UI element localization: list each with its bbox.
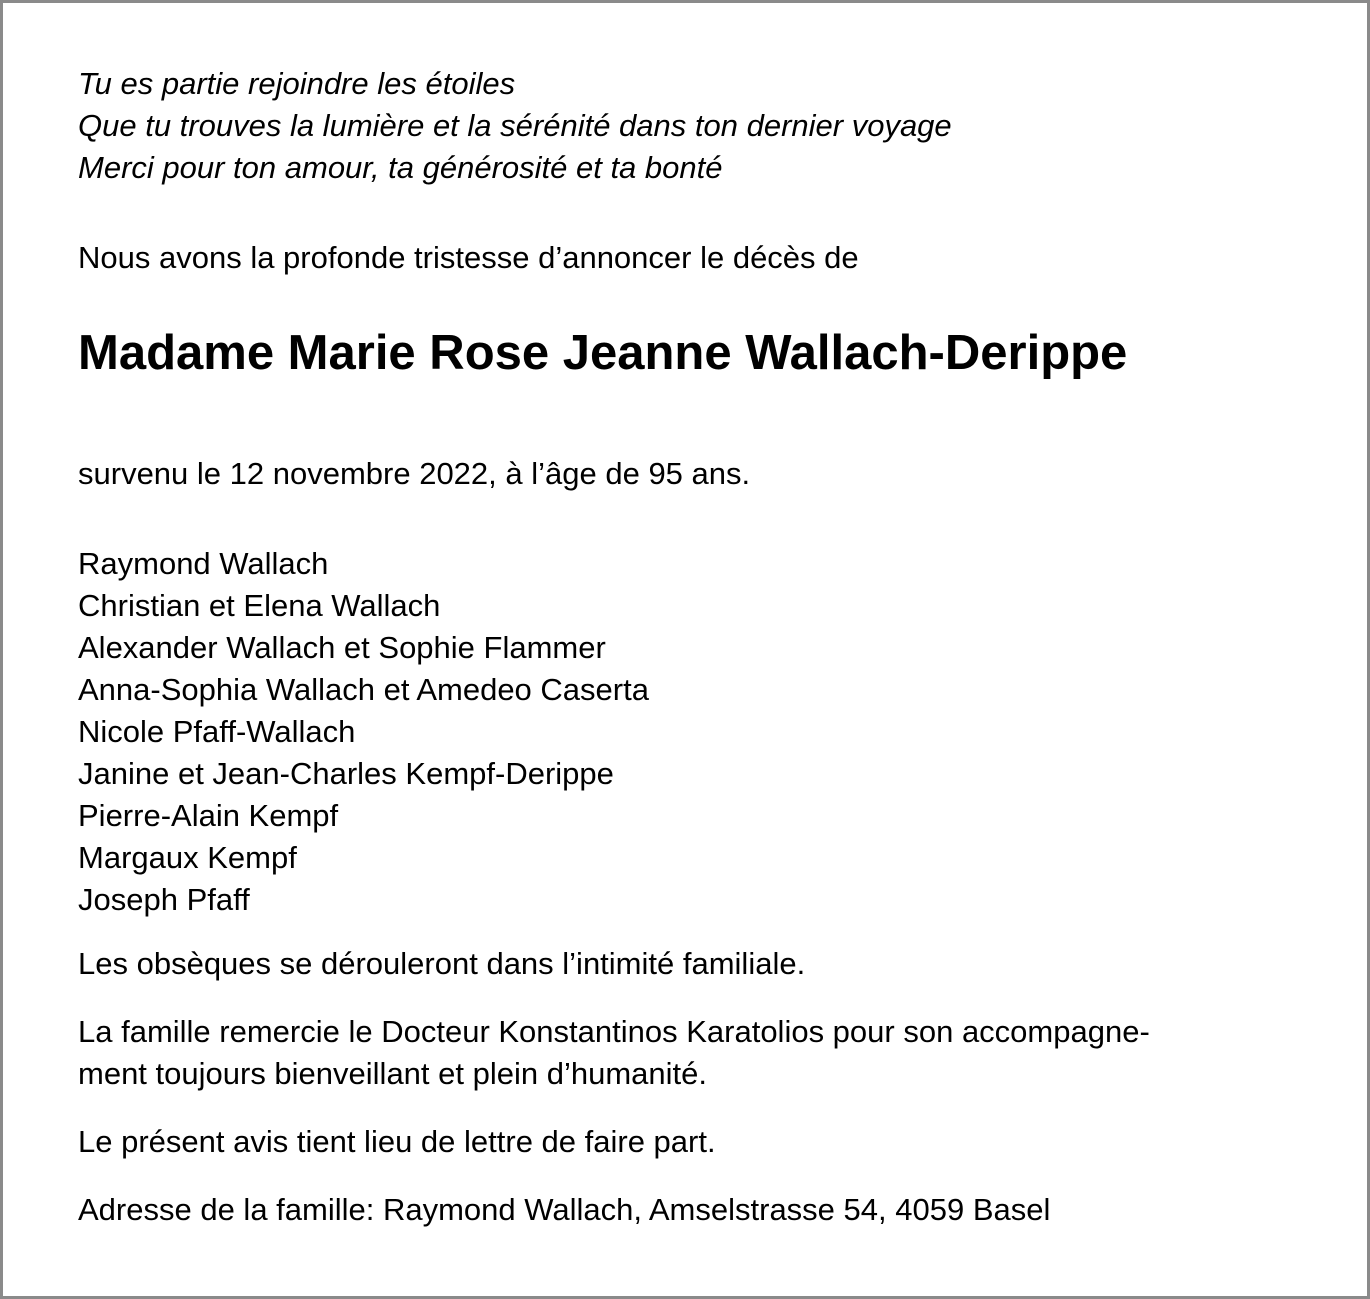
family-address: Adresse de la famille: Raymond Wallach, Amselstrasse 54, 4059 Basel [78, 1192, 1051, 1227]
notice-statement: Le présent avis tient lieu de lettre de faire part. [78, 1124, 716, 1159]
poem [78, 63, 1318, 189]
family-member: Joseph Pfaff [78, 882, 250, 917]
poem-line: Merci pour ton amour, ta générosité et ta bonté [78, 150, 723, 185]
deceased-name: Madame Marie Rose Jeanne Wallach-Derippe [78, 326, 1128, 380]
family-member: Christian et Elena Wallach [78, 588, 441, 623]
thanks-paragraph [78, 1011, 1318, 1095]
poem-line: Tu es partie rejoindre les étoiles [78, 66, 516, 101]
family-member: Pierre-Alain Kempf [78, 798, 339, 833]
family-member: Margaux Kempf [78, 840, 297, 875]
poem-line: Que tu trouves la lumière et la sérénité dans ton dernier voyage [78, 108, 952, 143]
thanks-line: ment toujours bienveillant et plein d’humanité. [78, 1056, 707, 1091]
death-date-line: survenu le 12 novembre 2022, à l’âge de 95 ans. [78, 456, 751, 491]
family-member: Janine et Jean-Charles Kempf-Derippe [78, 756, 614, 791]
family-member: Nicole Pfaff-Wallach [78, 714, 356, 749]
funeral-note: Les obsèques se dérouleront dans l’intimité familiale. [78, 946, 806, 981]
family-member: Anna-Sophia Wallach et Amedeo Caserta [78, 672, 649, 707]
family-member: Raymond Wallach [78, 546, 329, 581]
announcement-intro: Nous avons la profonde tristesse d’annoncer le décès de [78, 240, 859, 275]
thanks-line: La famille remercie le Docteur Konstantinos Karatolios pour son accompagne- [78, 1014, 1150, 1049]
family-list [78, 543, 1318, 921]
family-member: Alexander Wallach et Sophie Flammer [78, 630, 606, 665]
notice-content [78, 63, 1318, 1231]
